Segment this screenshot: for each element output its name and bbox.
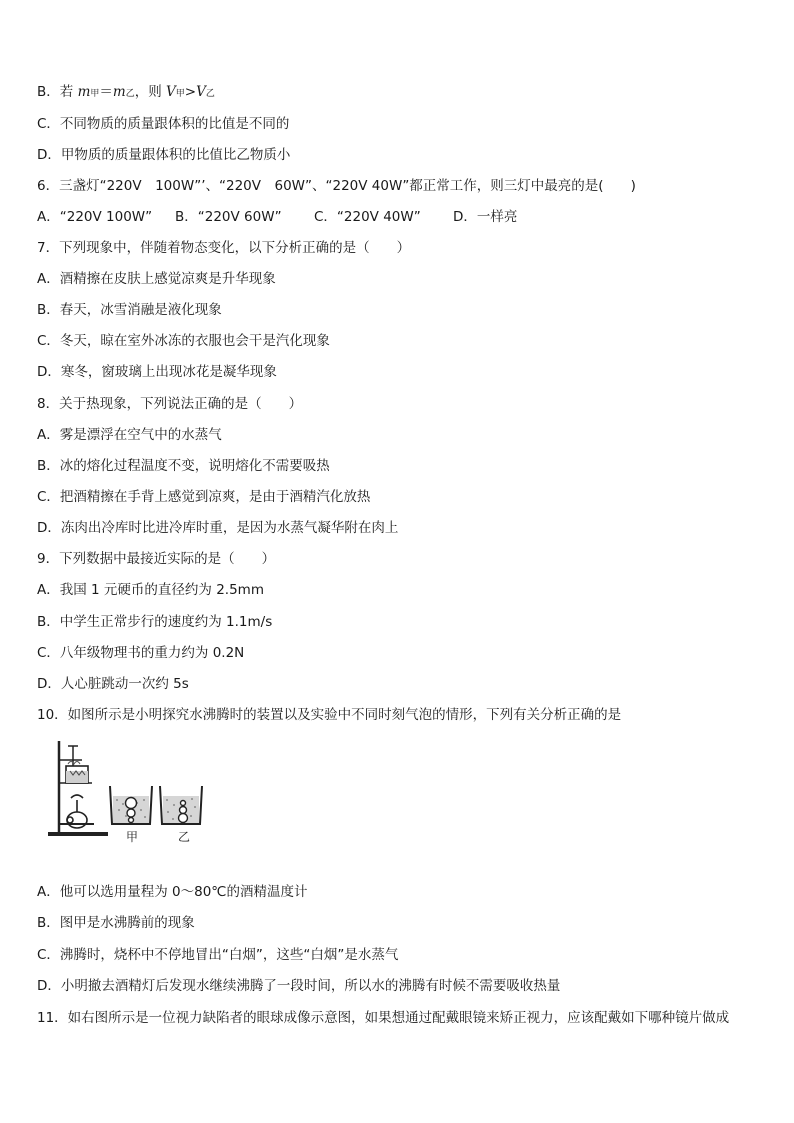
q9-option-b: B．中学生正常步行的速度约为 1.1m/s: [37, 614, 273, 630]
q5-option-d: D．甲物质的质量跟体积的比值比乙物质小: [37, 147, 291, 163]
q7-option-c: C．冬天，晾在室外冰冻的衣服也会干是汽化现象: [37, 333, 330, 349]
question-11: 11．如右图所示是一位视力缺陷者的眼球成像示意图，如果想通过配戴眼镜来矫正视力，应该配戴如下哪种镜片做成: [37, 1010, 730, 1026]
question-10: 10．如图所示是小明探究水沸腾时的装置以及实验中不同时刻气泡的情形，下列有关分析正确的是: [37, 707, 622, 723]
q7-option-d: D．寒冬，窗玻璃上出现冰花是凝华现象: [37, 364, 277, 380]
q10-option-b: B．图甲是水沸腾前的现象: [37, 915, 195, 931]
q10-option-c: C．沸腾时，烧杯中不停地冒出“白烟”，这些“白烟”是水蒸气: [37, 947, 399, 963]
q9-option-c: C．八年级物理书的重力约为 0.2N: [37, 645, 245, 661]
q6-option-a: A．“220V 100W”: [37, 209, 153, 225]
q5-option-b: B．若 m甲＝m乙，则 V甲>V乙: [37, 84, 215, 100]
q9-option-a: A．我国 1 元硬币的直径约为 2.5mm: [37, 582, 264, 598]
q7-option-b: B．春天，冰雪消融是液化现象: [37, 302, 222, 318]
q10-option-d: D．小明撤去酒精灯后发现水继续沸腾了一段时间，所以水的沸腾有时候不需要吸收热量: [37, 978, 561, 994]
q7-option-a: A．酒精擦在皮肤上感觉凉爽是升华现象: [37, 271, 276, 287]
question-7: 7．下列现象中，伴随着物态变化，以下分析正确的是（ ）: [37, 240, 411, 256]
boiling-experiment-figure: [44, 738, 214, 848]
q5-option-c: C．不同物质的质量跟体积的比值是不同的: [37, 116, 290, 132]
beaker-yi: [160, 786, 202, 824]
label-yi: 乙: [178, 830, 191, 844]
q8-option-a: A．雾是漂浮在空气中的水蒸气: [37, 427, 222, 443]
q10-option-a: A．他可以选用量程为 0～80℃的酒精温度计: [37, 884, 308, 900]
beaker-on-stand: [66, 762, 88, 784]
q8-option-b: B．冰的熔化过程温度不变，说明熔化不需要吸热: [37, 458, 330, 474]
question-8: 8．关于热现象，下列说法正确的是（ ）: [37, 396, 303, 412]
question-6: 6．三盏灯“220V 100W”’、“220V 60W”、“220V 40W”都正常工作，则三灯中最亮的是( ): [37, 178, 636, 194]
q6-option-b: B．“220V 60W”: [175, 209, 282, 225]
question-9: 9．下列数据中最接近实际的是（ ）: [37, 551, 276, 567]
q9-option-d: D．人心脏跳动一次约 5s: [37, 676, 189, 692]
label-jia: 甲: [126, 830, 139, 844]
beaker-jia: [110, 786, 152, 824]
q6-option-c: C．“220V 40W”: [314, 209, 421, 225]
q8-option-c: C．把酒精擦在手背上感觉到凉爽，是由于酒精汽化放热: [37, 489, 371, 505]
q8-option-d: D．冻肉出冷库时比进冷库时重，是因为水蒸气凝华附在肉上: [37, 520, 399, 536]
alcohol-lamp: [60, 795, 94, 828]
q6-option-d: D．一样亮: [453, 209, 518, 225]
